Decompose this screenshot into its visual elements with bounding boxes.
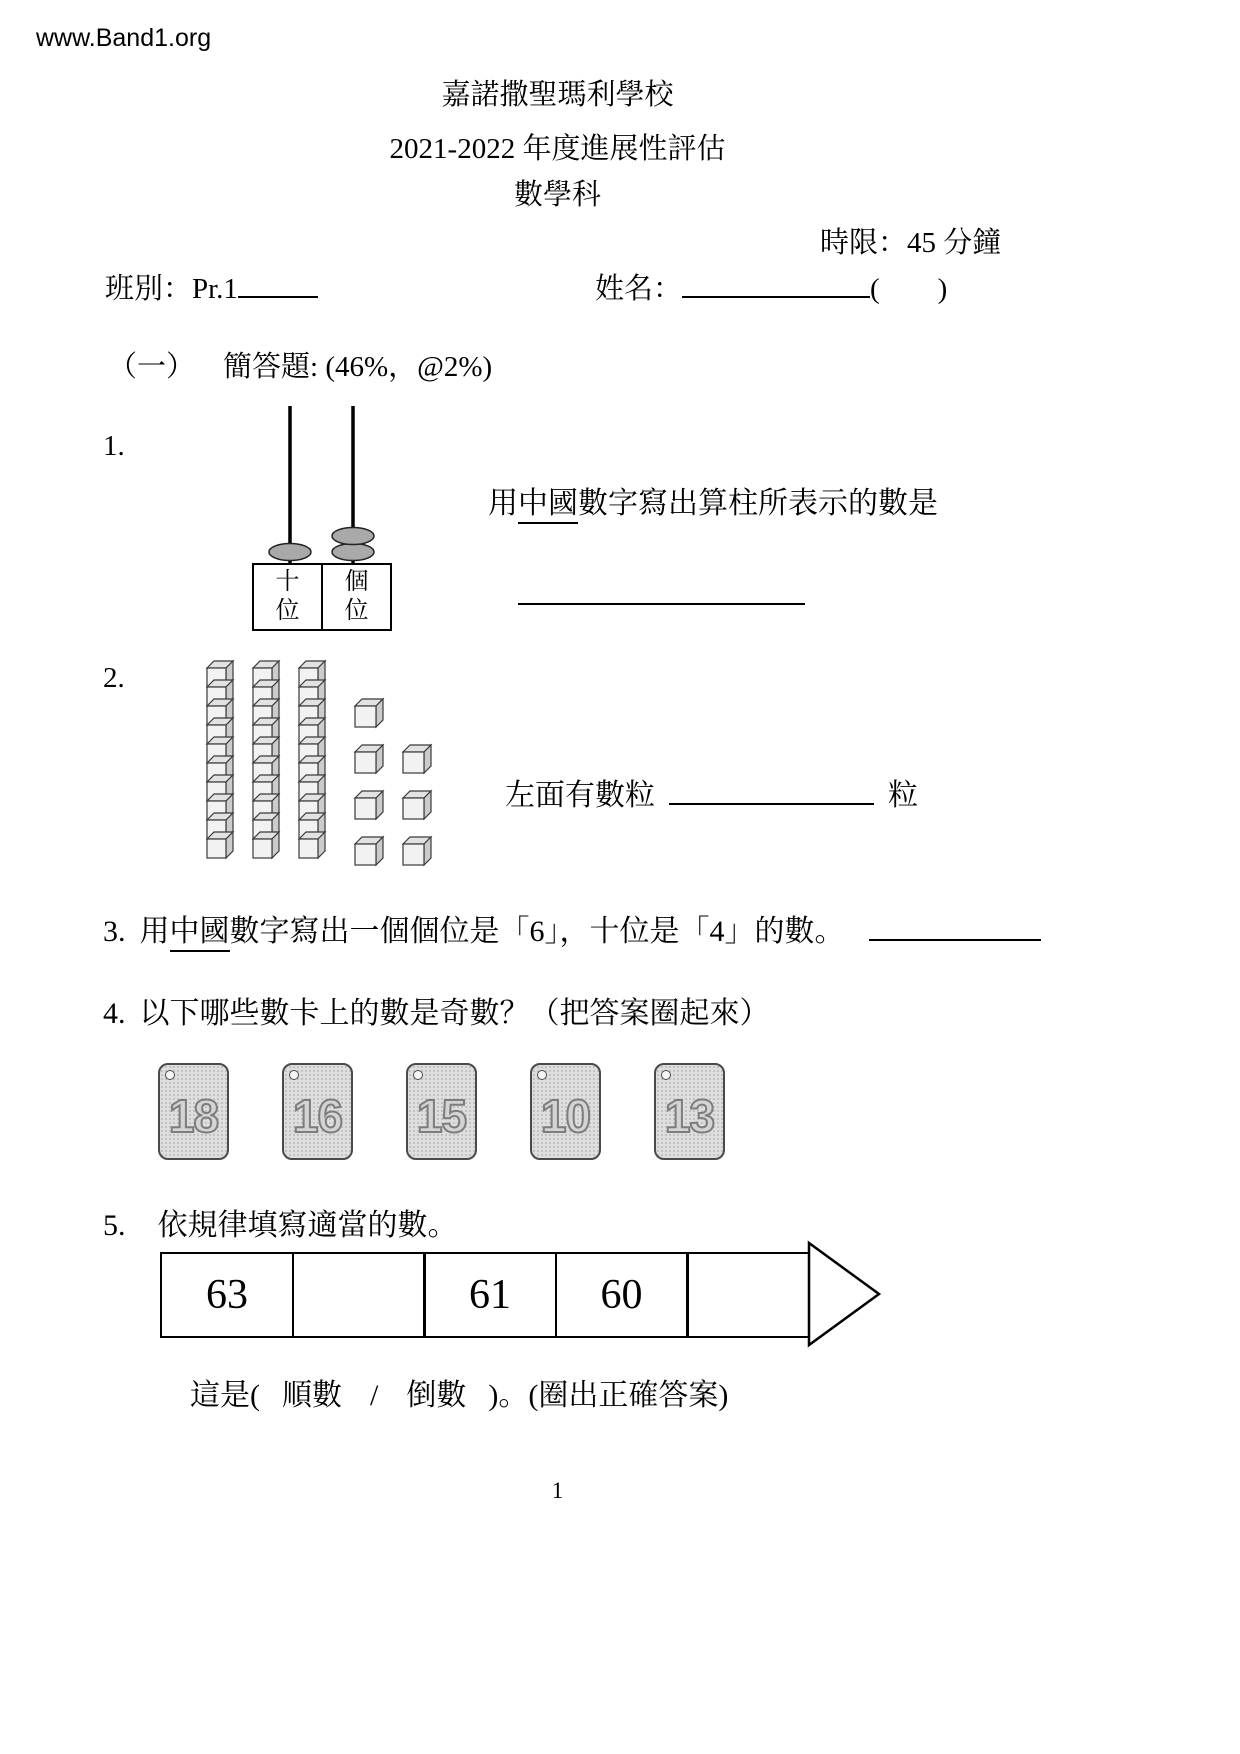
sequence-cell-blank (292, 1252, 426, 1338)
cube-shapes (207, 661, 431, 865)
sequence-arrow-icon (807, 1237, 885, 1351)
q3-number: 3. (103, 915, 126, 948)
q2-answer-line (669, 773, 874, 805)
q1-prompt (488, 478, 938, 524)
q3-line (103, 906, 1041, 952)
card-hole-icon (661, 1070, 671, 1080)
abacus-figure (250, 400, 400, 563)
card-hole-icon (537, 1070, 547, 1080)
name-blank-line (682, 267, 870, 298)
q3-text-pre: 用 (139, 915, 170, 948)
q3-text-post: 數字寫出一個個位是「6」，十位是「4」的數。 (229, 915, 845, 948)
q4-text: 以下哪些數卡上的數是奇數？（把答案圈起來） (139, 997, 770, 1030)
number-sequence-strip (160, 1252, 820, 1338)
q1-prompt-pre: 用 (488, 487, 518, 520)
q2-text-pre: 左面有數粒 (505, 779, 655, 812)
q5-option-descending: 倒數 (406, 1379, 467, 1412)
card-hole-icon (165, 1070, 175, 1080)
q3-answer-line (869, 909, 1041, 941)
q1-number: 1. (103, 430, 125, 462)
card-value: 15 (416, 1089, 467, 1142)
q2-number: 2. (103, 662, 125, 694)
number-card (654, 1063, 725, 1160)
q1-prompt-post: 數字寫出算柱所表示的數是 (578, 487, 938, 520)
card-value: 18 (168, 1089, 219, 1142)
q1-prompt-underlined: 中國 (518, 478, 578, 524)
q5-number: 5. (103, 1209, 126, 1242)
number-card (158, 1063, 229, 1160)
q5-conclusion-post: )。(圈出正確答案) (488, 1379, 729, 1412)
subject-title: 數學科 (513, 179, 601, 211)
base-ten-blocks-figure (195, 648, 445, 878)
q2-text (505, 770, 918, 814)
q5-option-separator: / (370, 1379, 379, 1412)
card-value: 16 (292, 1089, 343, 1142)
section-title: 簡答題: (46%，@2%) (223, 351, 493, 383)
card-hole-icon (413, 1070, 423, 1080)
tens-place-label: 十位 (275, 569, 300, 624)
section-number: （一） (108, 351, 196, 383)
q4-number: 4. (103, 997, 126, 1030)
assessment-title: 2021-2022 年度進展性評估 (389, 133, 726, 165)
sequence-cell: 61 (423, 1252, 557, 1338)
q5-conclusion-pre: 這是( (190, 1379, 260, 1412)
number-card (282, 1063, 353, 1160)
number-card (406, 1063, 477, 1160)
q5-line (103, 1200, 458, 1244)
q3-text-underlined: 中國 (170, 906, 230, 952)
card-value: 13 (664, 1089, 715, 1142)
sequence-cell: 63 (160, 1252, 294, 1338)
class-field (105, 266, 318, 307)
tens-place-cell (254, 565, 323, 629)
q2-text-post: 粒 (888, 779, 918, 812)
abacus-beads (269, 528, 374, 561)
section-heading (108, 344, 492, 385)
q1-answer-line (518, 576, 805, 605)
ones-place-cell (323, 565, 390, 629)
sequence-cell: 60 (555, 1252, 689, 1338)
page-number: 1 (551, 1478, 564, 1503)
card-hole-icon (289, 1070, 299, 1080)
q5-text: 依規律填寫適當的數。 (157, 1209, 458, 1242)
arrow-triangle (809, 1243, 879, 1345)
time-limit: 時限：45 分鐘 (820, 227, 1002, 259)
class-label: 班別：Pr.1 (105, 273, 238, 305)
number-cards (158, 1063, 725, 1160)
q4-line (103, 988, 770, 1032)
site-watermark: www.Band1.org (36, 24, 212, 52)
school-name: 嘉諾撒聖瑪利學校 (441, 79, 674, 111)
card-value: 10 (540, 1089, 591, 1142)
ones-place-label: 個位 (344, 569, 369, 624)
number-card (530, 1063, 601, 1160)
q5-option-ascending: 順數 (282, 1379, 342, 1412)
place-value-box (252, 563, 392, 631)
class-blank-line (238, 267, 318, 298)
name-label: 姓名： (595, 273, 683, 305)
name-paren: ( ) (870, 273, 948, 305)
name-field (595, 266, 947, 307)
sequence-cell-blank (686, 1252, 820, 1338)
q5-conclusion (190, 1370, 728, 1414)
